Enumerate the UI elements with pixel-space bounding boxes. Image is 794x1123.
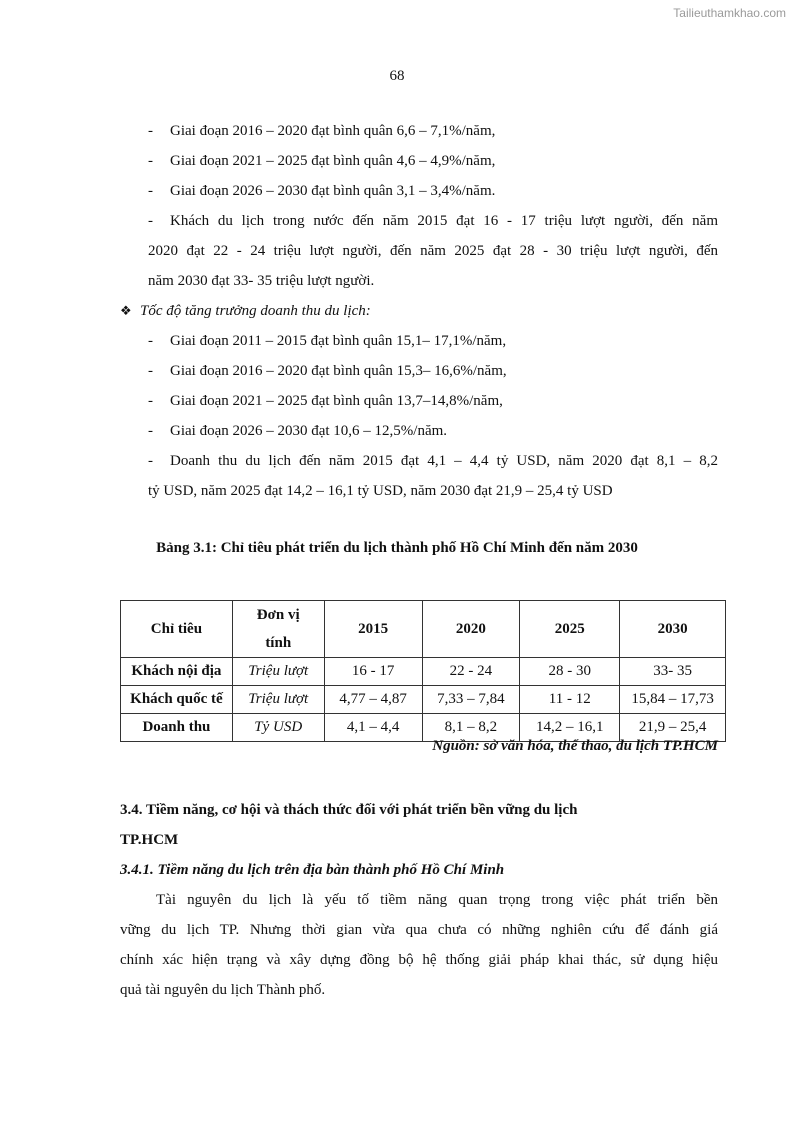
- list-item: [148, 116, 718, 146]
- table-source: Nguồn: sở văn hóa, thể thao, du lịch TP.HCM: [432, 738, 718, 754]
- list-item-text: Doanh thu du lịch đến năm 2015 đạt 4,1 – 4,4 tỷ USD, năm 2020 đạt 8,1 – 8,2: [170, 453, 718, 469]
- paragraph-line: Tài nguyên du lịch là yếu tố tiềm năng quan trọng trong việc phát triển bền: [156, 892, 718, 908]
- revenue-growth-heading: [120, 296, 371, 326]
- list-item: [148, 146, 718, 176]
- list-item-continuation: năm 2030 đạt 33- 35 triệu lượt người.: [148, 273, 375, 289]
- table-row: [121, 686, 726, 714]
- tourism-targets-table: [120, 600, 726, 742]
- list-item-text: Giai đoạn 2021 – 2025 đạt bình quân 13,7–14,8%/năm,: [170, 393, 503, 409]
- header-indicator: Chỉ tiêu: [121, 601, 233, 658]
- list-item-continuation: tỷ USD, năm 2025 đạt 14,2 – 16,1 tỷ USD, năm 2030 đạt 21,9 – 25,4 tỷ USD: [148, 483, 613, 499]
- cell-2015: 4,77 – 4,87: [324, 686, 422, 714]
- row-unit: Tỷ USD: [232, 714, 324, 742]
- dash-marker: -: [148, 423, 153, 439]
- dash-marker: -: [148, 153, 153, 169]
- list-item: [148, 416, 718, 446]
- watermark: Tailieuthamkhao.com: [673, 6, 786, 20]
- table-header-row: [121, 601, 726, 658]
- list-item: [148, 326, 718, 356]
- list-item-continuation: 2020 đạt 22 - 24 triệu lượt người, đến năm 2025 đạt 28 - 30 triệu lượt người, đến: [148, 243, 718, 259]
- subsection-title: 3.4.1. Tiềm năng du lịch trên địa bàn thành phố Hồ Chí Minh: [120, 862, 505, 878]
- header-2030: 2030: [620, 601, 726, 658]
- cell-2015: 16 - 17: [324, 658, 422, 686]
- list-item: [148, 386, 718, 416]
- diamond-bullet-icon: ❖: [120, 303, 132, 318]
- row-unit: Triệu lượt: [232, 658, 324, 686]
- cell-2030: 21,9 – 25,4: [620, 714, 726, 742]
- table-caption: Bảng 3.1: Chỉ tiêu phát triển du lịch thành phố Hồ Chí Minh đến năm 2030: [156, 540, 638, 556]
- row-name: Doanh thu: [121, 714, 233, 742]
- header-2015: 2015: [324, 601, 422, 658]
- cell-2025: 11 - 12: [520, 686, 620, 714]
- dash-marker: -: [148, 393, 153, 409]
- row-name: Khách nội địa: [121, 658, 233, 686]
- row-name: Khách quốc tế: [121, 686, 233, 714]
- list-item: [148, 356, 718, 386]
- list-item-text: Giai đoạn 2016 – 2020 đạt bình quân 15,3– 16,6%/năm,: [170, 363, 507, 379]
- cell-2025: 14,2 – 16,1: [520, 714, 620, 742]
- list-item-revenue-total: [148, 446, 718, 476]
- header-unit: [232, 601, 324, 658]
- header-unit-line1: Đơn vị: [256, 607, 300, 623]
- dash-marker: -: [148, 213, 153, 229]
- header-2025: 2025: [520, 601, 620, 658]
- list-item-text: Khách du lịch trong nước đến năm 2015 đạt 16 - 17 triệu lượt người, đến năm: [170, 213, 718, 229]
- list-item-text: Giai đoạn 2026 – 2030 đạt bình quân 3,1 – 3,4%/năm.: [170, 183, 496, 199]
- page-number: 68: [389, 68, 405, 84]
- dash-marker: -: [148, 333, 153, 349]
- section-title-line2: TP.HCM: [120, 832, 179, 848]
- header-unit-line2: tính: [265, 635, 292, 651]
- list-item-domestic: [148, 206, 718, 236]
- header-2020: 2020: [422, 601, 520, 658]
- dash-marker: -: [148, 453, 153, 469]
- paragraph-line: chính xác hiện trạng và xây dựng đồng bộ hệ thống giải pháp khai thác, sử dụng hiệu: [120, 952, 718, 968]
- cell-2020: 22 - 24: [422, 658, 520, 686]
- cell-2020: 7,33 – 7,84: [422, 686, 520, 714]
- paragraph-line: quả tài nguyên du lịch Thành phố.: [120, 982, 326, 998]
- cell-2020: 8,1 – 8,2: [422, 714, 520, 742]
- dash-marker: -: [148, 183, 153, 199]
- cell-2030: 33- 35: [620, 658, 726, 686]
- list-item-text: Giai đoạn 2011 – 2015 đạt bình quân 15,1– 17,1%/năm,: [170, 333, 507, 349]
- dash-marker: -: [148, 363, 153, 379]
- list-item-text: Giai đoạn 2026 – 2030 đạt 10,6 – 12,5%/năm.: [170, 423, 448, 439]
- paragraph-line: vững du lịch TP. Nhưng thời gian vừa qua chưa có những nghiên cứu để đánh giá: [120, 922, 718, 938]
- row-unit: Triệu lượt: [232, 686, 324, 714]
- section-title-line1: 3.4. Tiềm năng, cơ hội và thách thức đối với phát triển bền vững du lịch: [120, 802, 578, 818]
- cell-2015: 4,1 – 4,4: [324, 714, 422, 742]
- dash-marker: -: [148, 123, 153, 139]
- cell-2030: 15,84 – 17,73: [620, 686, 726, 714]
- list-item: [148, 176, 718, 206]
- list-item-text: Giai đoạn 2016 – 2020 đạt bình quân 6,6 – 7,1%/năm,: [170, 123, 496, 139]
- list-item-text: Giai đoạn 2021 – 2025 đạt bình quân 4,6 – 4,9%/năm,: [170, 153, 496, 169]
- table-row: [121, 658, 726, 686]
- cell-2025: 28 - 30: [520, 658, 620, 686]
- revenue-growth-heading-text: Tốc độ tăng trưởng doanh thu du lịch:: [140, 303, 371, 319]
